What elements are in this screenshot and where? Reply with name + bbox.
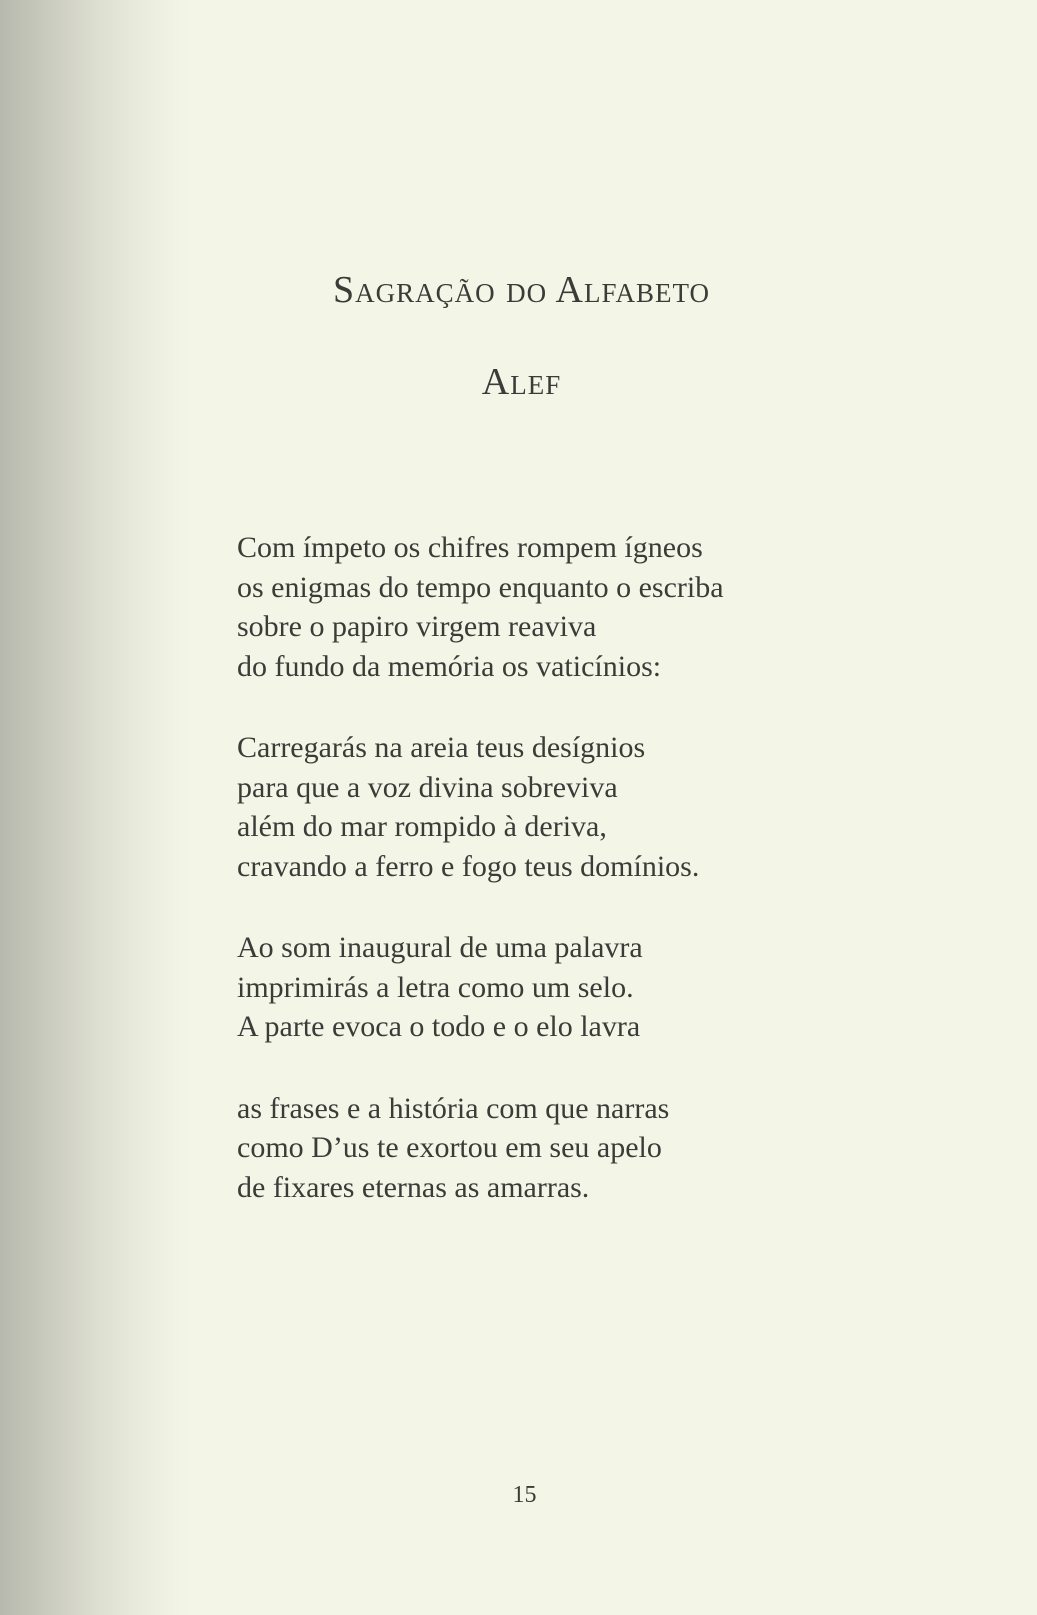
poem-line: A parte evoca o todo e o elo lavra [237,1010,641,1043]
poem-line: do fundo da memória os vaticínios: [237,649,662,683]
poem-title: Alef [481,361,562,403]
page-number: 15 [512,1482,537,1508]
poem-line: cravando a ferro e fogo teus domínios. [237,849,700,883]
poem-line: sobre o papiro virgem reaviva [237,610,597,643]
poem-line: como D’us te exortou em seu apelo [237,1131,662,1164]
poem-line: os enigmas do tempo enquanto o escriba [237,570,724,604]
poem-line: Carregarás na areia teus desígnios [237,731,646,764]
poem-line: Ao som inaugural de uma palavra [237,931,643,964]
poem-line: imprimirás a letra como um selo. [237,970,634,1004]
poem-line: de fixares eternas as amarras. [237,1170,590,1204]
binding-gutter-shadow [0,0,190,1615]
stanza-3 [237,928,957,1047]
poem-collection-title: Sagração do Alfabeto [333,269,710,311]
poem-line: Com ímpeto os chifres rompem ígneos [237,531,703,564]
poem-line: as frases e a história com que narras [237,1091,670,1125]
stanza-2 [237,728,957,886]
stanza-1 [237,528,957,686]
poem-body [237,528,957,1249]
poem-line: além do mar rompido à deriva, [237,810,607,843]
poem-line: para que a voz divina sobreviva [237,770,618,804]
stanza-4 [237,1089,957,1208]
